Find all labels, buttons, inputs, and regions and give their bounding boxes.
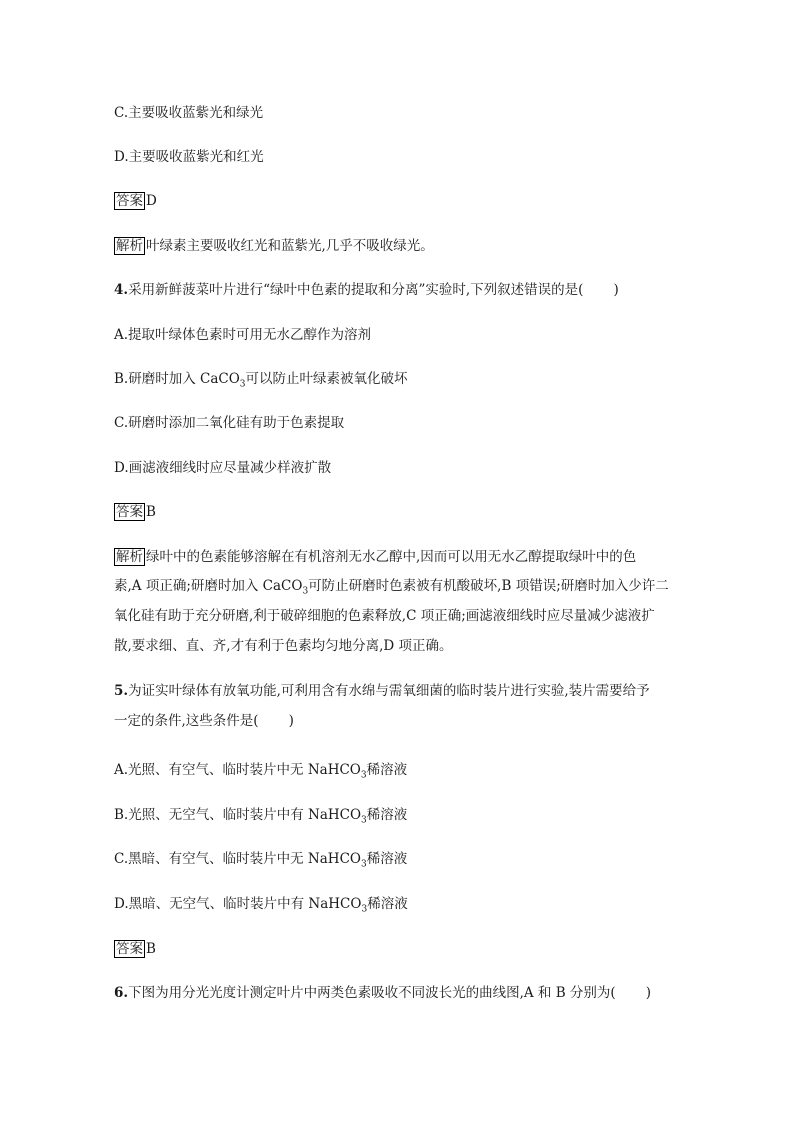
analysis-text: 素,A 项正确;研磨时加入 CaCO (114, 578, 303, 594)
option-text: B.研磨时加入 CaCO (114, 371, 240, 387)
question-stem: 下图为用分光光度计测定叶片中两类色素吸收不同波长光的曲线图,A 和 B 分别为( (128, 985, 616, 1001)
q4-option-b (114, 370, 408, 394)
subscript: 3 (360, 859, 367, 870)
answer-value: D (146, 193, 157, 209)
answer-value: B (146, 941, 156, 957)
option-text: 稀溶液 (366, 851, 408, 867)
q4-analysis-line-2 (114, 577, 669, 601)
option-text: 稀溶液 (367, 896, 408, 912)
question-number: 6. (114, 985, 129, 1001)
answer-label: 答案 (116, 193, 143, 209)
option-text: 可以防止叶绿素被氧化破坏 (245, 371, 408, 387)
q4-answer (114, 503, 156, 521)
option-text: 稀溶液 (366, 762, 408, 778)
option-text: B.光照、无空气、临时装片中有 NaHCO (114, 807, 362, 823)
q4-analysis-line-3: 氧化硅有助于充分研磨,利于破碎细胞的色素释放,C 项正确;画滤液细线时应尽量减少滤液扩 (114, 608, 655, 624)
q3-option-c: C.主要吸收蓝紫光和绿光 (114, 105, 264, 121)
option-text: A.光照、有空气、临时装片中无 NaHCO (114, 762, 361, 778)
answer-label: 答案 (116, 504, 143, 520)
option-text: 稀溶液 (366, 807, 408, 823)
q4-analysis-line-1 (114, 548, 636, 566)
option-text: C.黑暗、有空气、临时装片中无 NaHCO (114, 851, 361, 867)
q5-stem-line-1 (114, 682, 650, 700)
stem-close-paren: ) (288, 713, 294, 729)
q4-option-d: D.画滤液细线时应尽量减少样液扩散 (114, 460, 332, 476)
stem-close-paren: ) (645, 985, 651, 1001)
q6-stem (114, 984, 651, 1002)
question-number: 4. (114, 282, 129, 298)
q5-option-b (114, 806, 407, 830)
subscript: 3 (360, 770, 367, 781)
subscript: 3 (361, 904, 368, 915)
stem-close-paren: ) (613, 282, 619, 298)
analysis-label: 解析 (116, 549, 143, 565)
subscript: 3 (239, 379, 246, 390)
q3-option-d: D.主要吸收蓝紫光和红光 (114, 149, 264, 165)
answer-label: 答案 (116, 941, 143, 957)
analysis-label: 解析 (116, 238, 143, 254)
q4-option-a: A.提取叶绿体色素时可用无水乙醇作为溶剂 (114, 327, 372, 343)
q5-option-d (114, 895, 408, 919)
q3-answer (114, 192, 157, 210)
option-text: D.黑暗、无空气、临时装片中有 NaHCO (114, 896, 362, 912)
q4-stem (114, 281, 619, 299)
subscript: 3 (361, 815, 367, 826)
question-stem: 为证实叶绿体有放氧功能,可利用含有水绵与需氧细菌的临时装片进行实验,装片需要给予 (128, 683, 650, 699)
q3-analysis (114, 237, 434, 255)
subscript: 3 (302, 586, 309, 597)
answer-value: B (146, 504, 156, 520)
analysis-text: 叶绿素主要吸收红光和蓝紫光,几乎不吸收绿光。 (146, 238, 434, 254)
question-stem: 一定的条件,这些条件是( (114, 713, 259, 729)
analysis-text: 可防止研磨时色素被有机酸破坏,B 项错误;研磨时加入少许二 (308, 578, 669, 594)
q5-option-a (114, 761, 407, 785)
q4-option-c: C.研磨时添加二氧化硅有助于色素提取 (114, 415, 345, 431)
question-stem: 采用新鲜菠菜叶片进行“绿叶中色素的提取和分离”实验时,下列叙述错误的是( (128, 282, 584, 298)
q5-option-c (114, 850, 407, 874)
question-number: 5. (114, 683, 129, 699)
q4-analysis-line-4: 散,要求细、直、齐,才有利于色素均匀地分离,D 项正确。 (114, 638, 453, 654)
analysis-text: 绿叶中的色素能够溶解在有机溶剂无水乙醇中,因而可以用无水乙醇提取绿叶中的色 (146, 549, 637, 565)
q5-stem-line-2 (114, 712, 294, 730)
q5-answer (114, 940, 156, 958)
